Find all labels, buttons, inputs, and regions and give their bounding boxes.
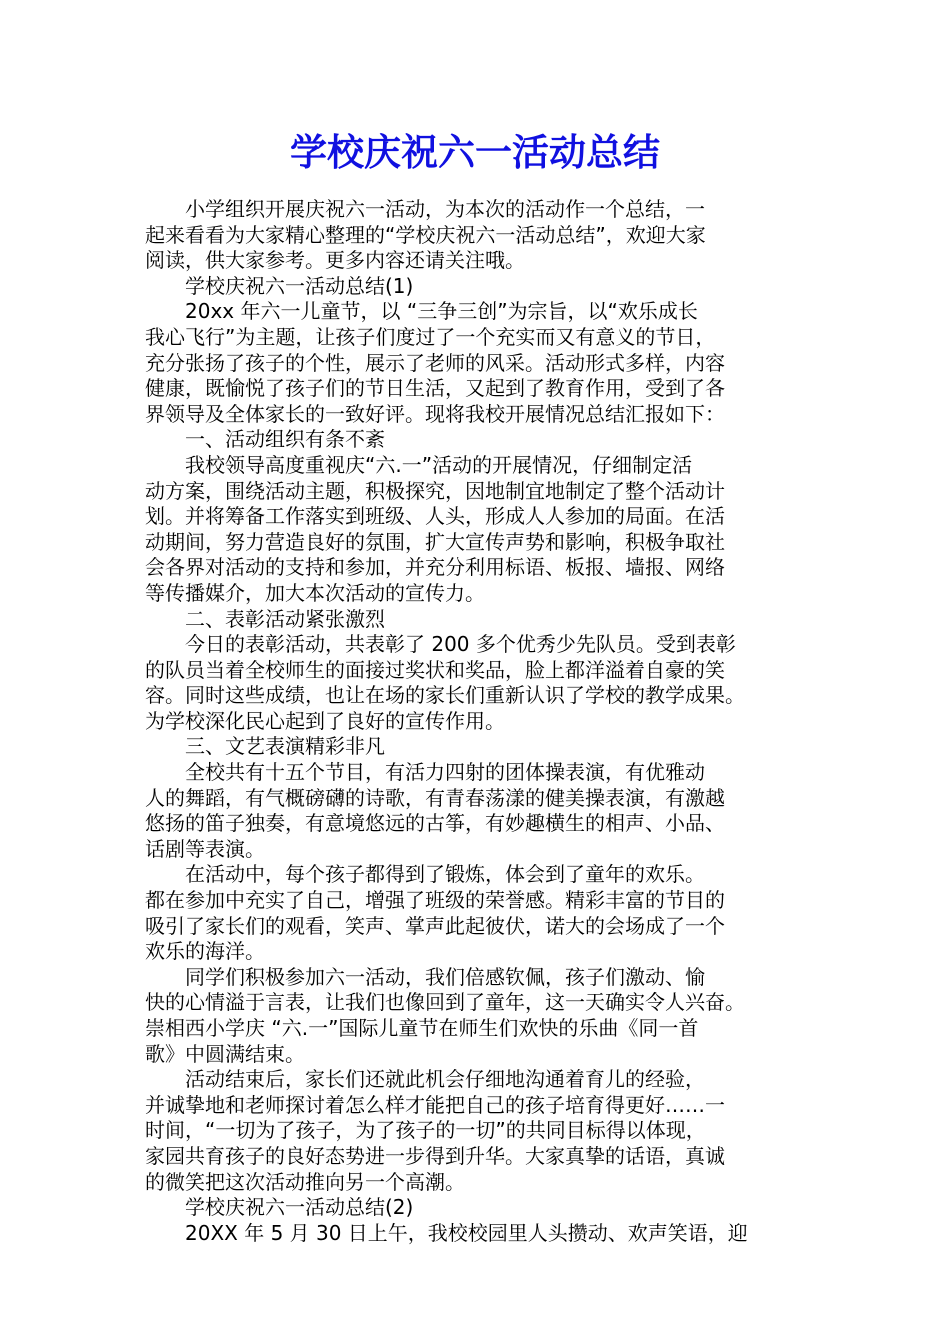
paragraph-intro: 小学组织开展庆祝六一活动，为本次的活动作一个总结，一 起来看看为大家精心整理的“学校庆祝六一活动总结”，欢迎大家 阅读，供大家参考。更多内容还请关注哦。 — [145, 197, 706, 273]
paragraph-organization: 我校领导高度重视庆“六.一”活动的开展情况，仔细制定活 动方案，围绕活动主题，积极探究，因地制宜地制定了整个活动计 划。并将筹备工作落实到班级、人头，形成人人参加的局面。在活 动期间，努力营造良好的氛围，扩大宣传声势和影响，积极争取社 会各界对活动的支持和参加，并充分利用标语、板报、墙报、网络 等传播媒介，加大本次活动的宣传力。 — [145, 452, 725, 605]
paragraph-parents: 活动结束后，家长们还就此机会仔细地沟通着育儿的经验， 并诚挚地和老师探讨着怎么样才能把自己的孩子培育得更好……一 时间，“一切为了孩子，为了孩子的一切”的共同目标得以体现， 家园共育孩子的良好态势进一步得到升华。大家真挚的话语，真诚 的微笑把这次活动推向另一个高潮。 — [145, 1067, 725, 1194]
document-body — [145, 197, 810, 1246]
section-heading-summary-2: 学校庆祝六一活动总结(2) — [185, 1195, 414, 1220]
subheading-performances: 三、文艺表演精彩非凡 — [185, 734, 385, 759]
subheading-awards: 二、表彰活动紧张激烈 — [185, 606, 385, 631]
subheading-organization: 一、活动组织有条不紊 — [185, 427, 385, 452]
paragraph-summary-2-start: 20XX 年 5 月 30 日上午，我校校园里人头攒动、欢声笑语，迎 — [185, 1220, 748, 1245]
paragraph-opening: 20xx 年六一儿童节，以 “三争三创”为宗旨，以“欢乐成长 我心飞行”为主题，让孩子们度过了一个充实而又有意义的节日， 充分张扬了孩子的个性，展示了老师的风采。活动形式多样，内容 健康，既愉悦了孩子们的节日生活，又起到了教育作用，受到了各 界领导及全体家长的一致好评。现将我校开展情况总结汇报如下： — [145, 299, 725, 426]
paragraph-activity: 在活动中，每个孩子都得到了锻炼，体会到了童年的欢乐。 都在参加中充实了自己，增强了班级的荣誉感。精彩丰富的节目的 吸引了家长们的观看，笑声、掌声此起彼伏，诺大的会场成了一个 欢乐的海洋。 — [145, 862, 725, 964]
paragraph-awards: 今日的表彰活动，共表彰了 200 多个优秀少先队员。受到表彰 的队员当着全校师生的面接过奖状和奖品，脸上都洋溢着自豪的笑 容。同时这些成绩，也让在场的家长们重新认识了学校的教学成果。 为学校深化民心起到了良好的宣传作用。 — [145, 632, 745, 733]
paragraph-students: 同学们积极参加六一活动，我们倍感钦佩，孩子们激动、愉 快的心情溢于言表，让我们也像回到了童年，这一天确实令人兴奋。 崇相西小学庆 “六.一”国际儿童节在师生们欢快的乐曲《同一首 歌》中圆满结束。 — [145, 964, 745, 1066]
section-heading-summary-1: 学校庆祝六一活动总结(1) — [185, 273, 414, 298]
document-title: 学校庆祝六一活动总结 — [290, 130, 660, 174]
paragraph-performances: 全校共有十五个节目，有活力四射的团体操表演，有优雅动 人的舞蹈，有气概磅礴的诗歌，有青春荡漾的健美操表演，有激越 悠扬的笛子独奏，有意境悠远的古筝，有妙趣横生的相声、小品、 话剧等表演。 — [145, 760, 725, 861]
